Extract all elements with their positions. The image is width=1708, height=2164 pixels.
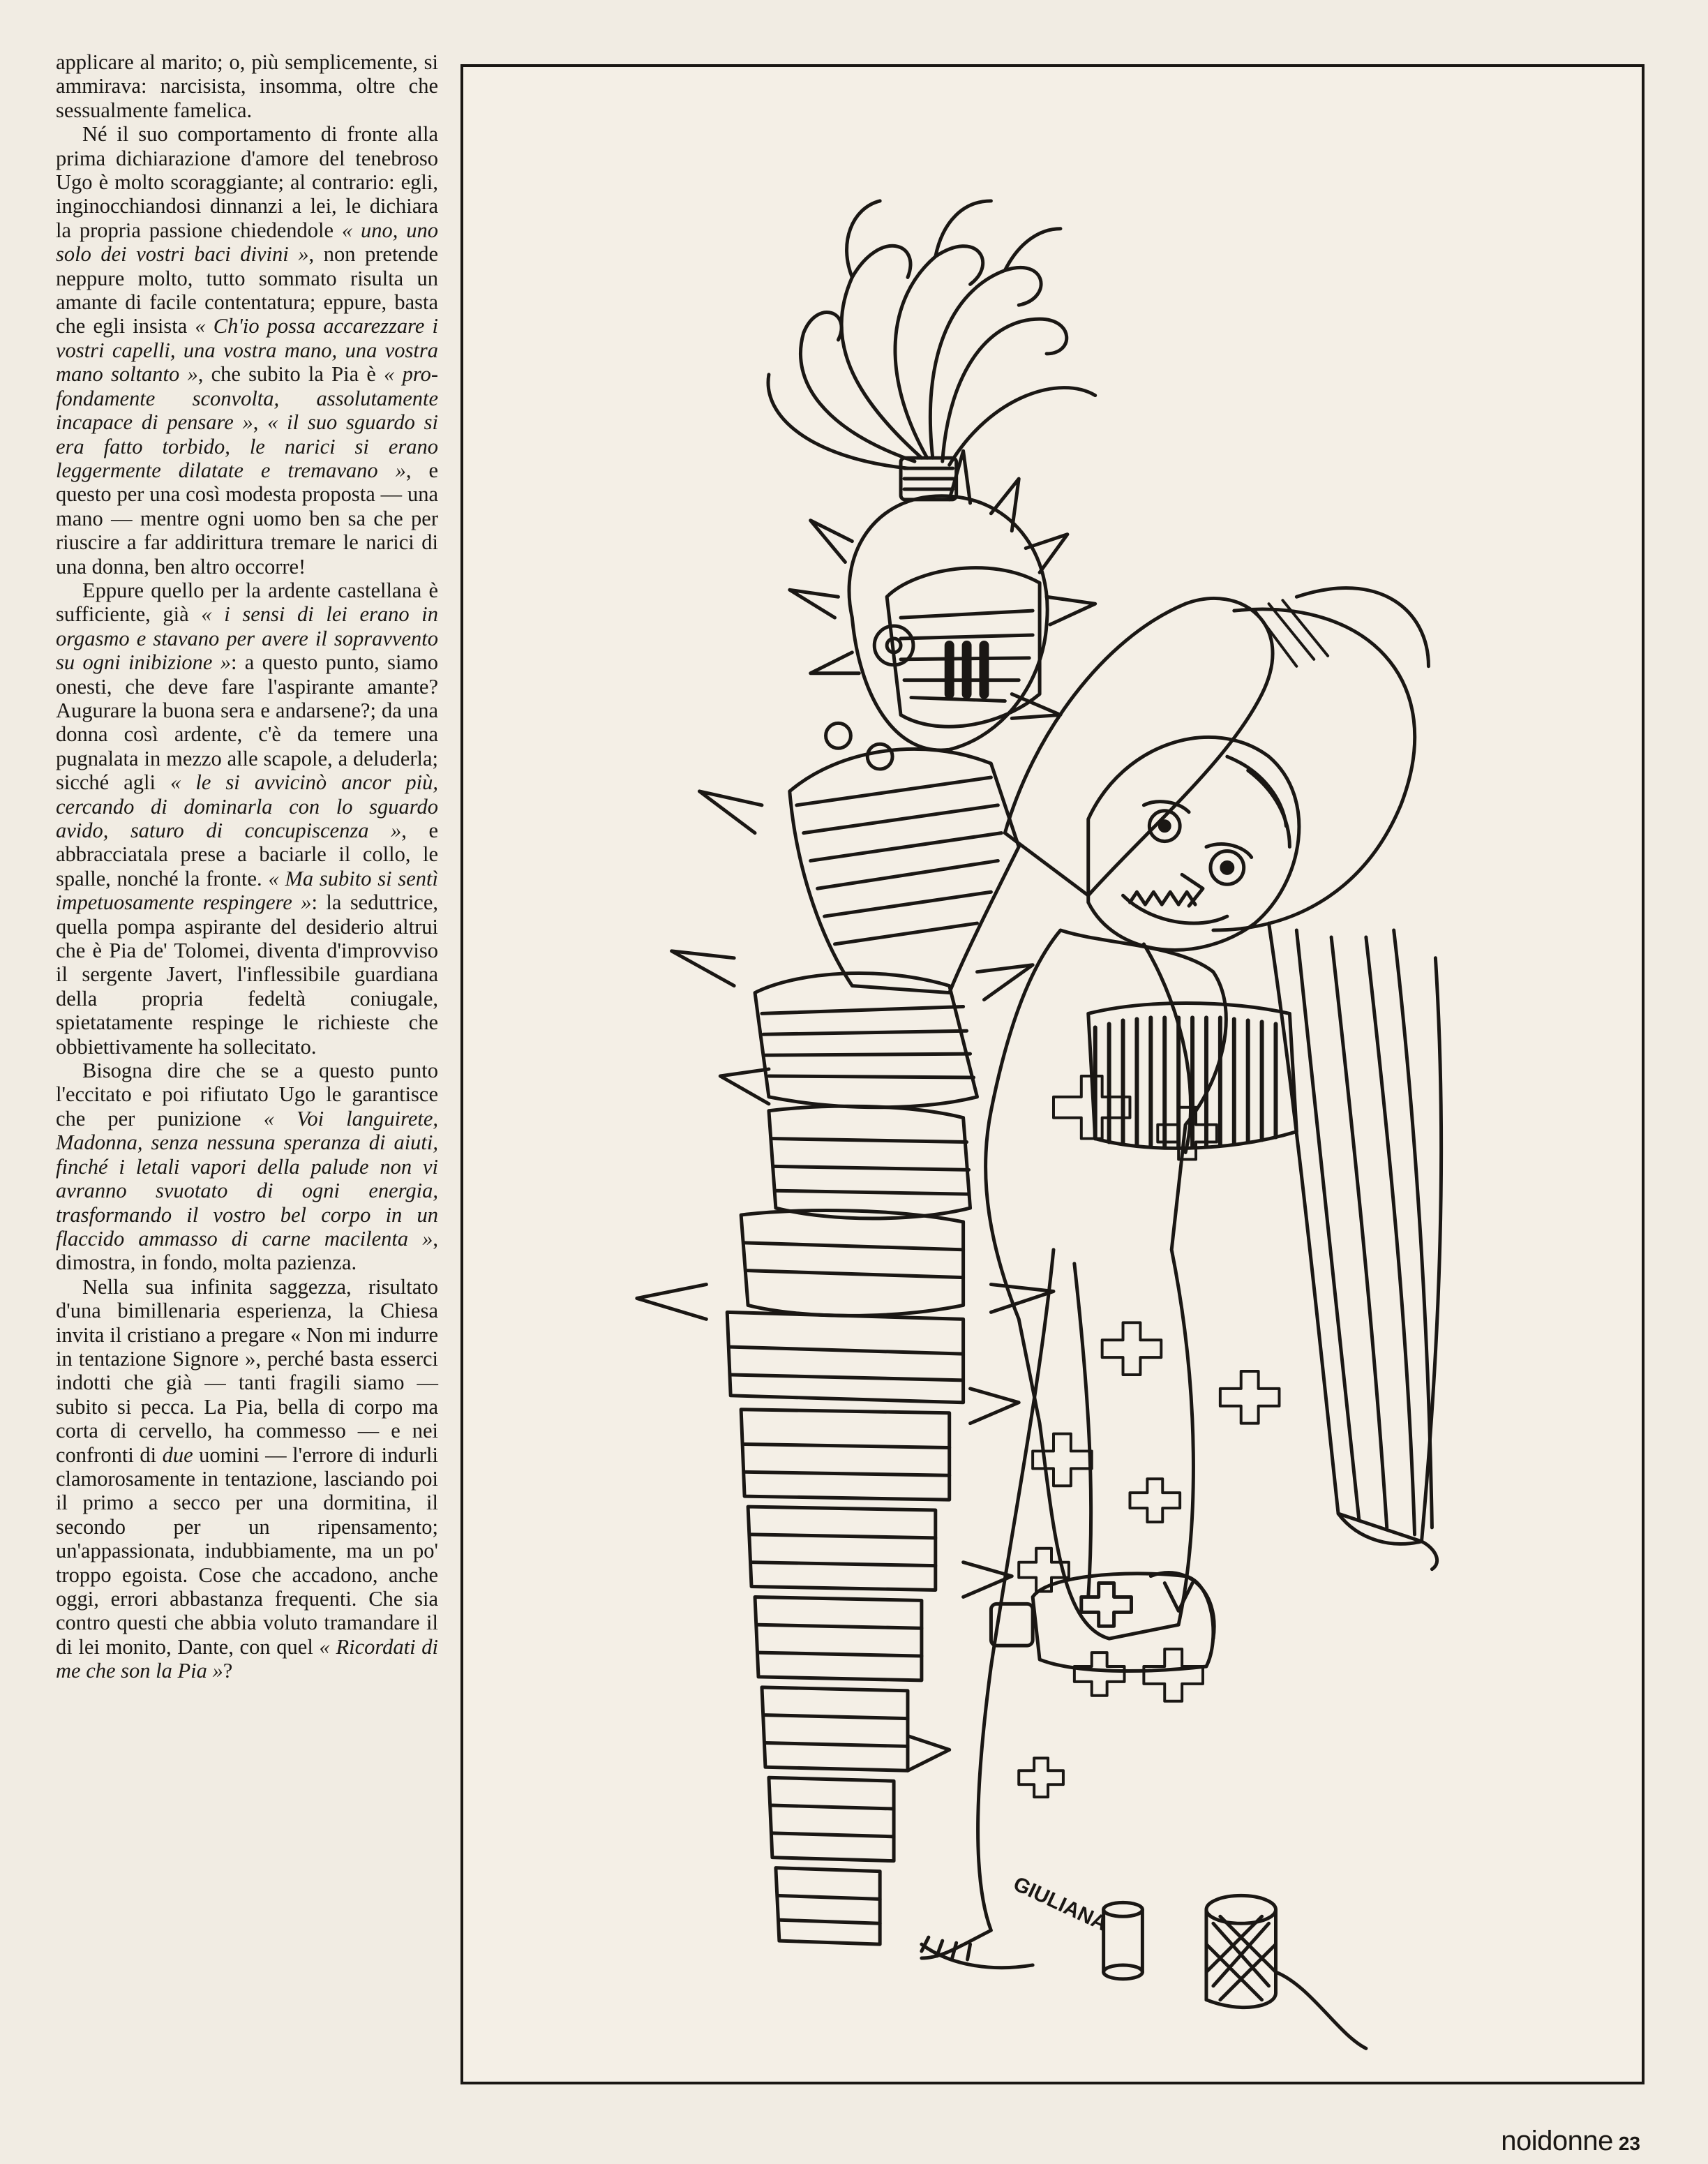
text-run: , che subito la Pia è (197, 362, 384, 387)
italic-quote: « Ch'io possa accarezzare i vostri capelli, una vostra mano, una vostra mano soltanto » (56, 314, 438, 387)
italic-quote: « le si avvicinò ancor più, cercando di dominarla con lo sguardo avido, saturo di concupiscenza » (56, 770, 439, 842)
dress-crosses (1019, 1076, 1279, 1797)
text-run: , (253, 410, 268, 435)
italic-quote: « Voi languirete, Madonna, senza nessuna speranza di aiuti, finché i letali vapori della palude non vi avranno svuotato di ogni energia, trasformando il vostro bel corpo in un flaccido ammasso di carne macilenta » (56, 1106, 438, 1251)
italic-quote: « Ma subito si sentì impetuosamente respingere » (56, 866, 438, 915)
text-run: , non pretende neppure molto, tutto sommato risulta un amante di facile contentatura; eppure, basta che egli insista (56, 242, 438, 338)
magazine-name: noidonne (1501, 2126, 1613, 2156)
text-run: applicare al marito; o, più semplicemente, si ammirava: narcisista, insomma, oltre che sessualmente famelica. (56, 50, 438, 122)
text-run: , dimostra, in fondo, molta pazienza. (56, 1226, 438, 1275)
text-run: , e questo per una così modesta proposta — una mano — mentre ogni uomo ben sa che per riuscire a far addirittura tremare le narici di una donna, ben altro occorre! (56, 458, 438, 579)
text-run: ? (223, 1659, 233, 1683)
italic-quote: « Ricordati di me che son la Pia » (56, 1634, 438, 1683)
article-paragraph (56, 122, 438, 579)
artist-signature: GIULIANA (1010, 1872, 1111, 1936)
article-paragraph (56, 1275, 438, 1683)
knight-helmet (790, 451, 1095, 750)
article-paragraph (56, 50, 438, 122)
knight-gauntlet (1088, 1003, 1297, 1148)
text-run: , e abbracciatala prese a baciarle il collo, le spalle, nonché la fronte. (56, 819, 438, 890)
article-text-column (56, 50, 438, 2116)
article-paragraph (56, 579, 438, 1059)
text-run: : a questo punto, siamo onesti, che deve fare l'aspirante amante? Augurare la buona sera e andarsene?; da una donna così ardente, c'è da temere una pugnalata in mezzo alle scapole, a deluderla; sicché agli (56, 650, 438, 795)
illustration-frame (460, 64, 1645, 2084)
italic-quote: « profondamente sconvolta, assolutamente incapace di pensare » (56, 362, 438, 435)
thread-spool-mesh (1206, 1895, 1366, 2048)
text-run: uomini — l'errore di indurli clamorosamente in tentazione, lasciando poi il primo a secco per una dormitina, il secondo per un ripensamento; un'appassionata, indubbiamente, ma un po' troppo egoista. Cose che accadono, anche oggi, errori abbastanza frequenti. Che sia contro questi che abbia voluto tramandare il di lei monito, Dante, con quel (56, 1442, 438, 1659)
page-footer (1501, 2126, 1640, 2159)
article-paragraph (56, 1059, 438, 1275)
text-run: Né il suo comportamento di fronte alla prima dichiarazione d'amore del tenebroso Ugo è molto scoraggiante; al contrario: egli, inginocchiandosi dinnanzi a lei, le dichiara la propria passione chiedendole (56, 122, 438, 242)
text-run: : la seduttrice, quella pompa aspirante del desiderio altrui che è Pia de' Tolomei, diventa d'improvviso il sergente Javert, l'inflessibile guardiana della propria fedeltà coniugale, spietatamente respinge le richieste che obbiettivamente ha sollecitato. (56, 890, 438, 1059)
illustration-knight-and-lady (463, 67, 1642, 2082)
lady-face (1088, 737, 1299, 950)
italic-quote: « uno, uno solo dei vostri baci divini » (56, 218, 438, 267)
page-number: 23 (1618, 2133, 1640, 2154)
italic-quote: « i sensi di lei erano in orgasmo e stavano per avere il sopravvento su ogni inibizione » (56, 602, 438, 675)
knight-armor (637, 723, 1054, 1944)
text-run: Nella sua infinita saggezza, risultato d'una bimillenaria esperienza, la Chiesa invita il cristiano a pregare « Non mi indurre in tentazione Signore », perché basta esserci indotti che già — tanti fragili siamo — subito si pecca. La Pia, bella di corpo ma corta di cervello, ha commesso — e nei confronti di (56, 1274, 438, 1467)
italic-quote: « il suo sguardo si era fatto torbido, le narici si erano leggermente dilatate e tremavano » (56, 410, 438, 482)
text-run: Bisogna dire che se a questo punto l'eccitato e poi rifiutato Ugo le garantisce che per punizione (56, 1059, 438, 1130)
text-run: Eppure quello per la ardente castellana è sufficiente, già (56, 578, 438, 627)
helmet-plume (768, 201, 1095, 468)
lady-veil (1269, 923, 1441, 1569)
italic-quote: due (162, 1442, 193, 1467)
